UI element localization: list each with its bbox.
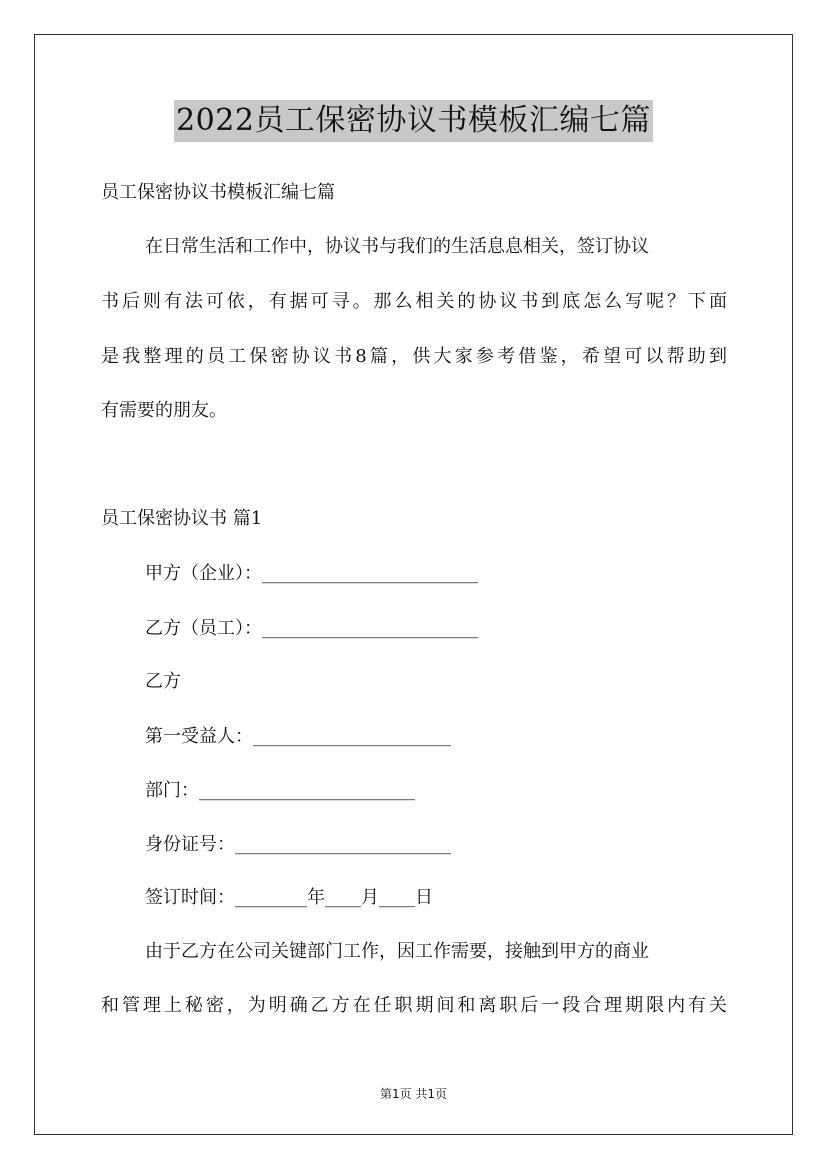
beneficiary-field: 第一受益人：______________________ (145, 726, 451, 747)
department-field: 部门：________________________ (145, 780, 415, 801)
intro-line-4: 有需要的朋友。 (101, 400, 227, 421)
document-title: 2022员工保密协议书模板汇编七篇 (174, 100, 653, 142)
party-b-field: 乙方（员工）：________________________ (145, 618, 478, 639)
document-subtitle: 员工保密协议书模板汇编七篇 (101, 182, 335, 203)
title-container (0, 100, 827, 142)
id-number-field: 身份证号：________________________ (145, 834, 451, 855)
intro-line-1: 在日常生活和工作中，协议书与我们的生活息息相关，签订协议 (145, 236, 649, 257)
party-a-field: 甲方（企业）：________________________ (145, 563, 478, 584)
party-b-label: 乙方 (145, 671, 181, 692)
page-footer: 第1页 共1页 (379, 1087, 448, 1101)
body-line-1: 由于乙方在公司关键部门工作，因工作需要，接触到甲方的商业 (145, 941, 649, 962)
section-heading: 员工保密协议书 篇1 (101, 508, 263, 529)
body-line-2: 和管理上秘密，为明确乙方在任职期间和离职后一段合理期限内有关 (101, 995, 727, 1016)
intro-line-3: 是我整理的员工保密协议书8篇，供大家参考借鉴，希望可以帮助到 (101, 346, 727, 367)
sign-date-field: 签订时间：________年____月____日 (145, 887, 433, 908)
intro-line-2: 书后则有法可依，有据可寻。那么相关的协议书到底怎么写呢？下面 (101, 291, 727, 312)
